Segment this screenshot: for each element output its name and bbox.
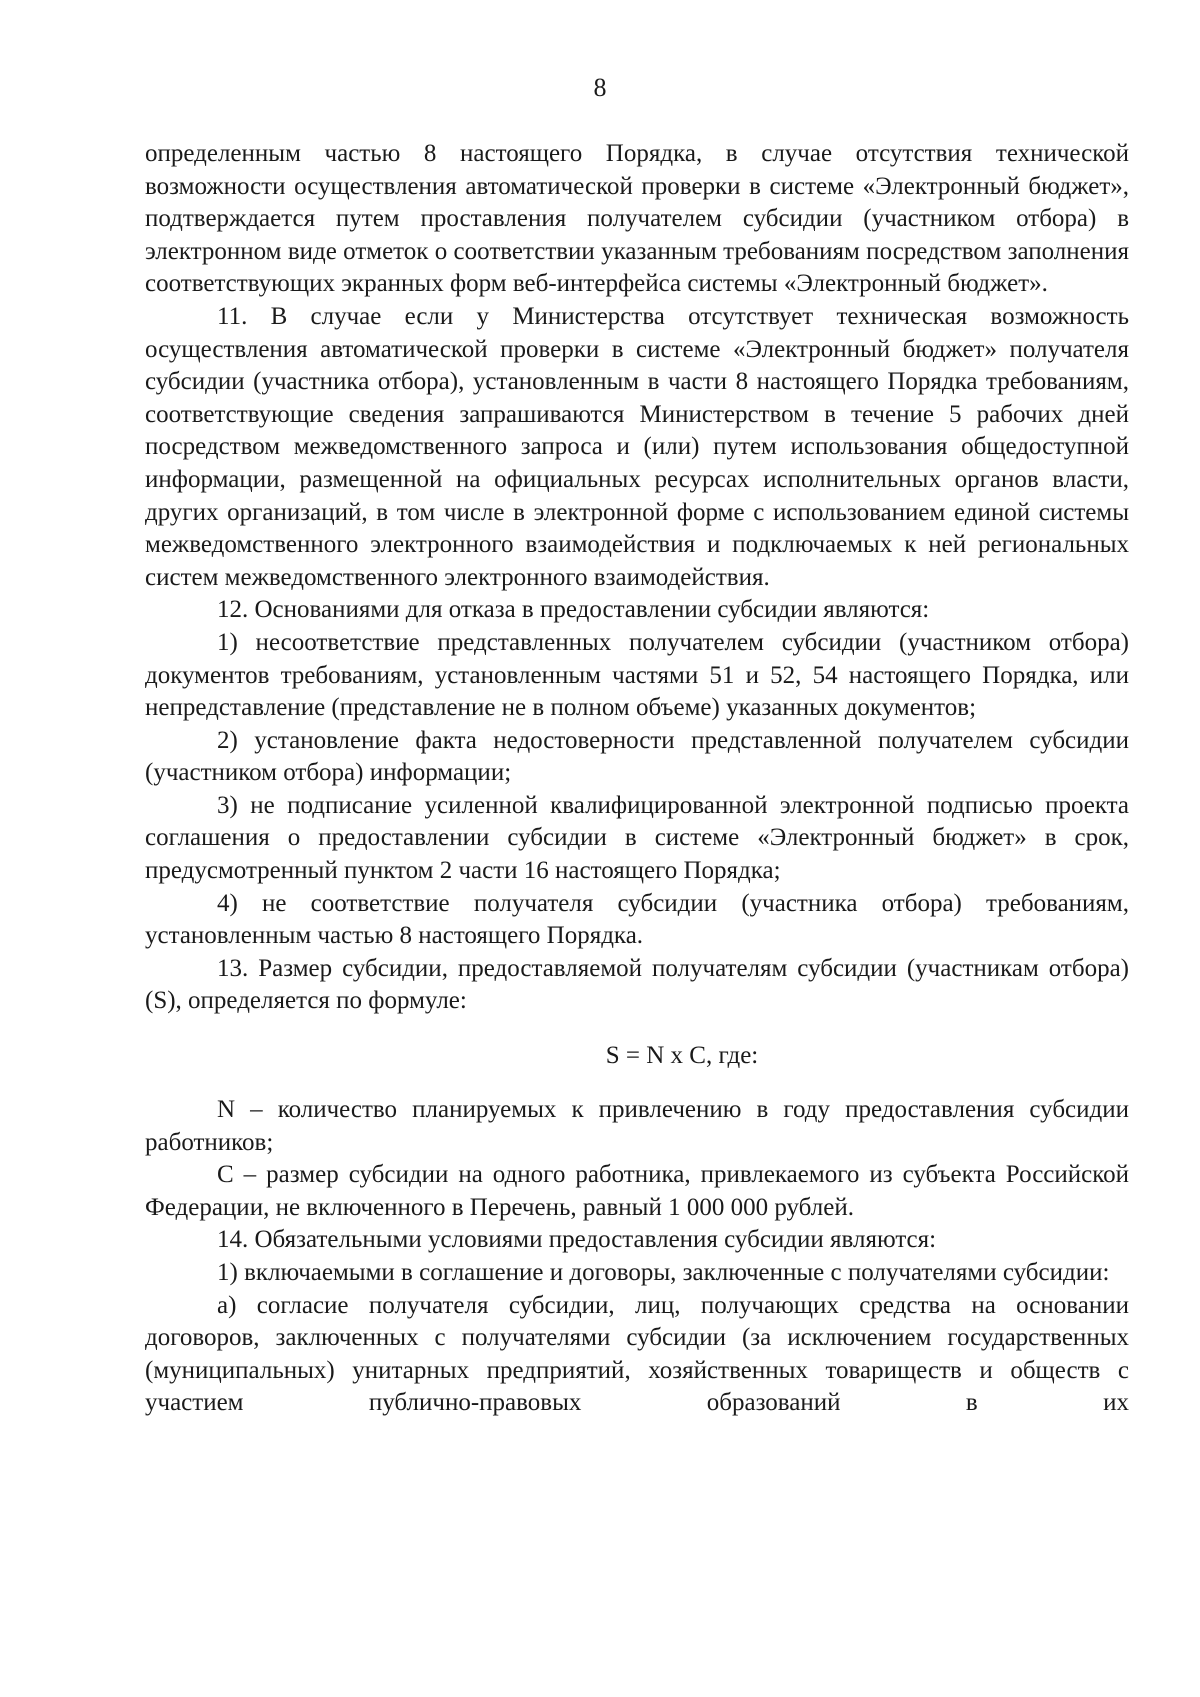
paragraph-14-item-1a: а) согласие получателя субсидии, лиц, получающих средства на основании договоров, заключенных с получателями субсидии (за исключением государственных (муниципальных) унитарных предприятий, хозяйственных товариществ и обществ с участием публично-правовых образований в их	[145, 1291, 1129, 1417]
page-number: 8	[593, 73, 607, 102]
paragraph-11: 11. В случае если у Министерства отсутствует техническая возможность осуществления автоматической проверки в системе «Электронный бюджет» получателя субсидии (участника отбора), установленным в части 8 настоящего Порядка требованиям, соответствующие сведения запрашиваются Министерством в течение 5 рабочих дней посредством межведомственного запроса и (или) путем использования общедоступной информации, размещенной на официальных ресурсах исполнительных органов власти, других организаций, в том числе в электронной форме с использованием единой системы межведомственного электронного взаимодействия и подключаемых к ней региональных систем межведомственного электронного взаимодействия.	[145, 302, 1129, 591]
paragraph-12-item-2: 2) установление факта недостоверности представленной получателем субсидии (участником отбора) информации;	[145, 726, 1129, 787]
paragraph-13: 13. Размер субсидии, предоставляемой получателям субсидии (участникам отбора) (S), определяется по формуле:	[145, 954, 1129, 1015]
document-body	[145, 138, 1129, 1420]
subsidy-formula: S = N x C, где:	[605, 1042, 759, 1070]
paragraph-14-item-1: 1) включаемыми в соглашение и договоры, заключенные с получателями субсидии:	[217, 1259, 1110, 1286]
paragraph-12: 12. Основаниями для отказа в предоставлении субсидии являются:	[217, 596, 930, 624]
paragraph-continuation: определенным частью 8 настоящего Порядка, в случае отсутствия технической возможности осуществления автоматической проверки в системе «Электронный бюджет», подтверждается путем проставления получателем субсидии (участником отбора) в электронном виде отметок о соответствии указанным требованиям посредством заполнения соответствующих экранных форм веб-интерфейса системы «Электронный бюджет».	[145, 140, 1129, 298]
paragraph-13-c-definition: C – размер субсидии на одного работника, привлекаемого из субъекта Российской Федерации, не включенного в Перечень, равный 1 000 000 рублей.	[145, 1161, 1129, 1221]
paragraph-12-item-4: 4) не соответствие получателя субсидии (участника отбора) требованиям, установленным частью 8 настоящего Порядка.	[145, 889, 1129, 950]
paragraph-12-item-3: 3) не подписание усиленной квалифицированной электронной подписью проекта соглашения о предоставлении субсидии в системе «Электронный бюджет» в срок, предусмотренный пунктом 2 части 16 настоящего Порядка;	[145, 791, 1129, 885]
paragraph-14: 14. Обязательными условиями предоставления субсидии являются:	[217, 1226, 937, 1254]
paragraph-13-n-definition: N – количество планируемых к привлечению в году предоставления субсидии работников;	[145, 1096, 1129, 1156]
paragraph-12-item-1: 1) несоответствие представленных получателем субсидии (участником отбора) документов требованиям, установленным частями 51 и 52, 54 настоящего Порядка, или непредставление (представление не в полном объеме) указанных документов;	[145, 628, 1129, 722]
